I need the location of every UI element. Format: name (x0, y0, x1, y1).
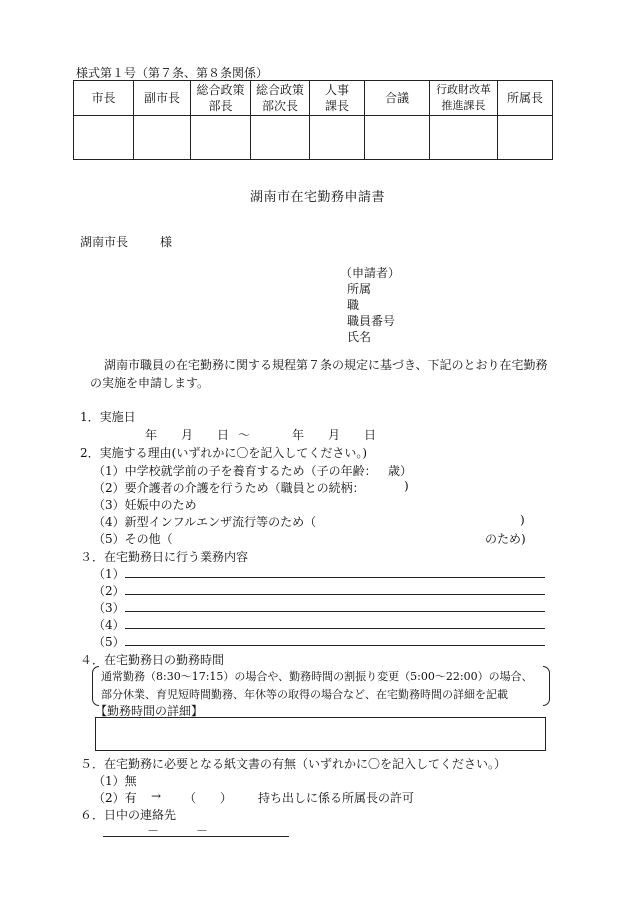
work-hours-note-line-2: 部分休業、育児短時間勤務、年休等の取得の場合など、在宅勤務時間の詳細を記載 (101, 688, 508, 701)
work-hours-detail-label: 【勤務時間の詳細】 (95, 704, 204, 718)
task-item-5-line[interactable] (125, 645, 545, 646)
applicant-heading: （申請者） (340, 266, 401, 280)
applicant-field-position[interactable]: 職 (347, 298, 360, 312)
form-number: 様式第１号（第７条、第８条関係） (76, 66, 269, 80)
task-item-5-label: （5） (93, 635, 125, 649)
approval-header-mayor: 市長 (74, 81, 134, 116)
approval-check-paren[interactable]: （ ） (184, 791, 233, 805)
task-item-3-line[interactable] (125, 611, 545, 612)
carry-out-permission-text: 持ち出しに係る所属長の許可 (258, 791, 415, 805)
work-hours-detail-box[interactable] (95, 717, 546, 751)
task-item-2-label: （2） (93, 584, 125, 598)
reason-1-childcare[interactable]: （1）中学校就学前の子を養育するため（子の年齢： (93, 464, 377, 478)
date-day-1[interactable]: 日 (217, 428, 230, 442)
task-item-3-label: （3） (93, 601, 125, 615)
approval-header-vice-mayor: 副市長 (134, 81, 191, 116)
approval-header-policy-director: 総合政策 部長 (191, 81, 251, 116)
task-item-2-line[interactable] (125, 594, 545, 595)
stamp-box-mayor[interactable] (74, 116, 134, 160)
stamp-box-consultation[interactable] (365, 116, 430, 160)
stamp-box-dept-head[interactable] (498, 116, 553, 160)
task-item-1-label: （1） (93, 567, 125, 581)
reason-3-pregnancy[interactable]: （3）妊娠中のため (93, 498, 197, 512)
daytime-contact-line[interactable] (103, 836, 289, 837)
section-4-heading: ４．在宅勤務日の勤務時間 (80, 653, 225, 667)
stamp-box-vice-mayor[interactable] (134, 116, 191, 160)
reason-5-end: のため) (485, 532, 526, 546)
task-item-4-line[interactable] (125, 628, 545, 629)
paper-docs-option-yes[interactable]: （2）有 (93, 791, 137, 805)
section-1-heading: 1．実施日 (80, 410, 136, 424)
section-3-heading: ３．在宅勤務日に行う業務内容 (80, 550, 249, 564)
reason-5-other[interactable]: （5）その他（ (93, 532, 173, 546)
approval-header-dept-head: 所属長 (498, 81, 553, 116)
reason-2-nursing-care[interactable]: （2）要介護者の介護を行うため（職員との続柄： (93, 481, 365, 495)
arrow-icon: → (151, 789, 162, 803)
reason-2-end: ) (404, 479, 409, 493)
reason-4-influenza[interactable]: （4）新型インフルエンザ流行等のため（ (93, 515, 317, 529)
stamp-box-hr-chief[interactable] (310, 116, 365, 160)
approval-header-consultation: 合議 (365, 81, 430, 116)
section-5-heading: ５．在宅勤務に必要となる紙文書の有無（いずれかに〇を記入してください。） (80, 757, 507, 771)
reason-1-end: 歳） (388, 464, 413, 478)
reason-4-end: ) (520, 513, 525, 527)
approval-header-policy-deputy: 総合政策 部次長 (251, 81, 310, 116)
date-range-tilde: ～ (238, 428, 251, 442)
applicant-field-affiliation[interactable]: 所属 (347, 282, 372, 296)
section-2-heading: 2．実施する理由(いずれかに〇を記入してください。) (80, 446, 368, 460)
addressee: 湖南市長 (80, 235, 129, 249)
section-6-heading: ６．日中の連絡先 (80, 808, 177, 822)
note-bracket-right (543, 666, 550, 706)
intro-line-2: の実施を申請します。 (90, 376, 210, 390)
task-item-1-line[interactable] (125, 577, 545, 578)
phone-dash-2: － (196, 824, 209, 838)
approval-stamp-table (73, 80, 553, 160)
paper-docs-option-none[interactable]: （1）無 (93, 774, 137, 788)
date-day-2[interactable]: 日 (364, 428, 377, 442)
intro-line-1: 湖南市職員の在宅勤務に関する規程第７条の規定に基づき、下記のとおり在宅勤務 (104, 358, 548, 372)
date-year-1[interactable]: 年 (145, 428, 158, 442)
date-year-2[interactable]: 年 (292, 428, 305, 442)
approval-header-hr-chief: 人事 課長 (310, 81, 365, 116)
document-title: 湖南市在宅勤務申請書 (250, 190, 386, 205)
applicant-field-employee-no[interactable]: 職員番号 (347, 314, 396, 328)
task-item-4-label: （4） (93, 618, 125, 632)
work-hours-note-line-1: 通常勤務（8:30～17:15）の場合や、勤務時間の割振り変更（5:00～22:00）の場合、 (101, 670, 533, 683)
honorific: 様 (160, 235, 173, 249)
approval-header-reform-chief: 行政財改革 推進課長 (430, 81, 498, 116)
note-bracket-left (92, 666, 99, 706)
stamp-box-reform-chief[interactable] (430, 116, 498, 160)
stamp-box-policy-deputy[interactable] (251, 116, 310, 160)
date-month-1[interactable]: 月 (181, 428, 194, 442)
applicant-field-name[interactable]: 氏名 (347, 330, 372, 344)
stamp-box-policy-director[interactable] (191, 116, 251, 160)
date-month-2[interactable]: 月 (328, 428, 341, 442)
phone-dash-1: － (147, 824, 160, 838)
